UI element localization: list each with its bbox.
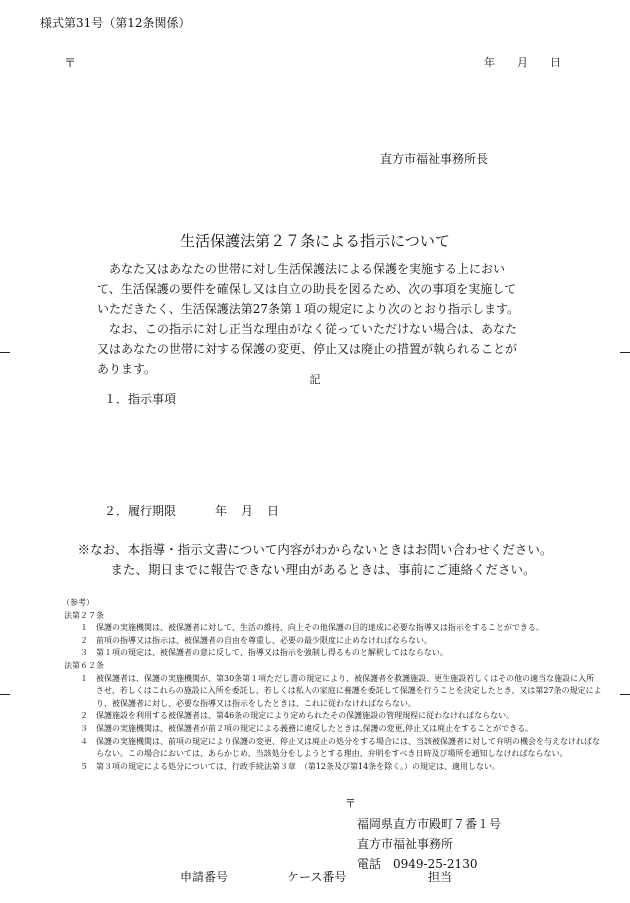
deadline-date [215, 502, 293, 519]
item-text: 被保護者は、保護の実施機関が、第30条第１項ただし書の規定により、被保護者を救護施設、更生施設若しくはその他の適当な施設に入所させ、若しくはこれらの施設に入所を委託し、若しくは私人の家庭に養護を委託して保護を行うことを決定したとき、又は第27条の規定により、被保護者に対し、必要な指導又は指示をしたときは、これに従わなければならない。 [96, 673, 602, 708]
law27-item [62, 622, 602, 635]
item-number: １ [80, 673, 88, 683]
law27-item [62, 635, 602, 648]
body-paragraph-1: あなた又はあなたの世帯に対し生活保護法による保護を実施する上において、生活保護の要件を確保し又は自立の助長を図るため、次の事項を実施していただきたく、生活保護法第27条第１項の規定により次のとおり指示します。 [97, 262, 520, 316]
notice-line-1: ※なお、本指導・指示文書について内容がわからないときはお問い合わせください。 [77, 542, 553, 557]
issuer-name: 直方市福祉事務所長 [380, 152, 489, 166]
deadline-day: 日 [267, 504, 280, 518]
law62-title: 法第６２条 [64, 660, 104, 670]
date-day: 日 [550, 56, 561, 69]
office-phone: 電話 0949-25-2130 [357, 857, 478, 871]
item-number: ５ [80, 761, 88, 771]
item-number: ３ [80, 648, 88, 658]
date-year: 年 [484, 56, 495, 69]
case-number-label: ケース番号 [287, 870, 347, 884]
item-number: ２ [80, 635, 88, 645]
reference-section [62, 597, 602, 773]
law62-item [62, 723, 602, 736]
body-text [97, 259, 527, 379]
document-title: 生活保護法第２７条による指示について [180, 232, 450, 250]
notice-line-2: また、期日までに報告できない理由があるときは、事前にご連絡ください。 [110, 562, 536, 577]
item-text: 保護の実施機関は、被保護者に対して、生活の維持、向上その他保護の目的達成に必要な指導又は指示をすることができる。 [96, 623, 544, 633]
item-number: ２ [80, 711, 88, 721]
staff-label: 担当 [428, 870, 453, 884]
reference-heading: （参考） [62, 598, 94, 607]
law62-item [62, 710, 602, 723]
fold-mark-right-lower [620, 694, 630, 695]
issue-date [484, 54, 561, 70]
fold-mark-left-upper [0, 352, 10, 353]
law62-item [62, 673, 602, 711]
item-text: 第３項の規定による処分については、行政手続法第３章 （第12条及び第14条を除く。）の規定は、適用しない。 [96, 761, 501, 771]
law62-item [62, 761, 602, 774]
law27-title: 法第２７条 [64, 610, 104, 620]
office-name: 直方市福祉事務所 [357, 837, 454, 851]
form-number: 様式第31号（第12条関係） [40, 16, 191, 30]
fold-mark-right-upper [620, 352, 630, 353]
item-text: 保護施設を利用する被保護者は、第46条の規定により定められたその保護施設の管理規程に従わなければならない。 [96, 711, 515, 721]
office-block [357, 814, 501, 874]
item-text: 前項の指導又は指示は、被保護者の自由を尊重し、必要の最少限度に止めなければならない。 [96, 635, 432, 645]
fold-mark-left-lower [0, 694, 10, 695]
law62-item [62, 736, 602, 761]
notice [0, 540, 630, 580]
item-text: 第１項の規定は、被保護者の意に反して、指導又は指示を強制し得るものと解釈してはならない。 [96, 648, 448, 658]
item1-label: １．指示事項 [104, 392, 177, 406]
item2-label: ２．履行期限 [104, 504, 177, 518]
law27-item [62, 647, 602, 660]
body-paragraph-2: なお、この指示に対し正当な理由がなく従っていただけない場合は、あなた又はあなたの世帯に対する保護の変更、停止又は廃止の措置が執られることがあります。 [97, 322, 518, 376]
item-number: １ [80, 623, 88, 633]
item-number: ４ [80, 736, 88, 746]
postal-mark-top: 〒 [64, 56, 77, 70]
item-text: 保護の実施機関は、被保護者が前２項の規定による義務に違反したときは,保護の変更,停止又は廃止をすることができる。 [96, 723, 534, 733]
deadline-year: 年 [215, 504, 228, 518]
application-number-label: 申請番号 [180, 870, 229, 884]
deadline-month: 月 [241, 504, 254, 518]
ki-heading: 記 [309, 373, 321, 386]
date-month: 月 [517, 56, 528, 69]
office-address: 福岡県直方市殿町７番１号 [357, 817, 502, 831]
item-text: 保護の実施機関は、前項の規定により保護の変更、停止又は廃止の処分をする場合には、当該被保護者に対して弁明の機会を与えなければならない。この場合においては、あらかじめ、当該処分をしようとする理由、弁明をすべき日時及び場所を通知しなければならない。 [96, 736, 600, 759]
item-number: ３ [80, 723, 88, 733]
postal-mark-bottom: 〒 [345, 797, 356, 810]
